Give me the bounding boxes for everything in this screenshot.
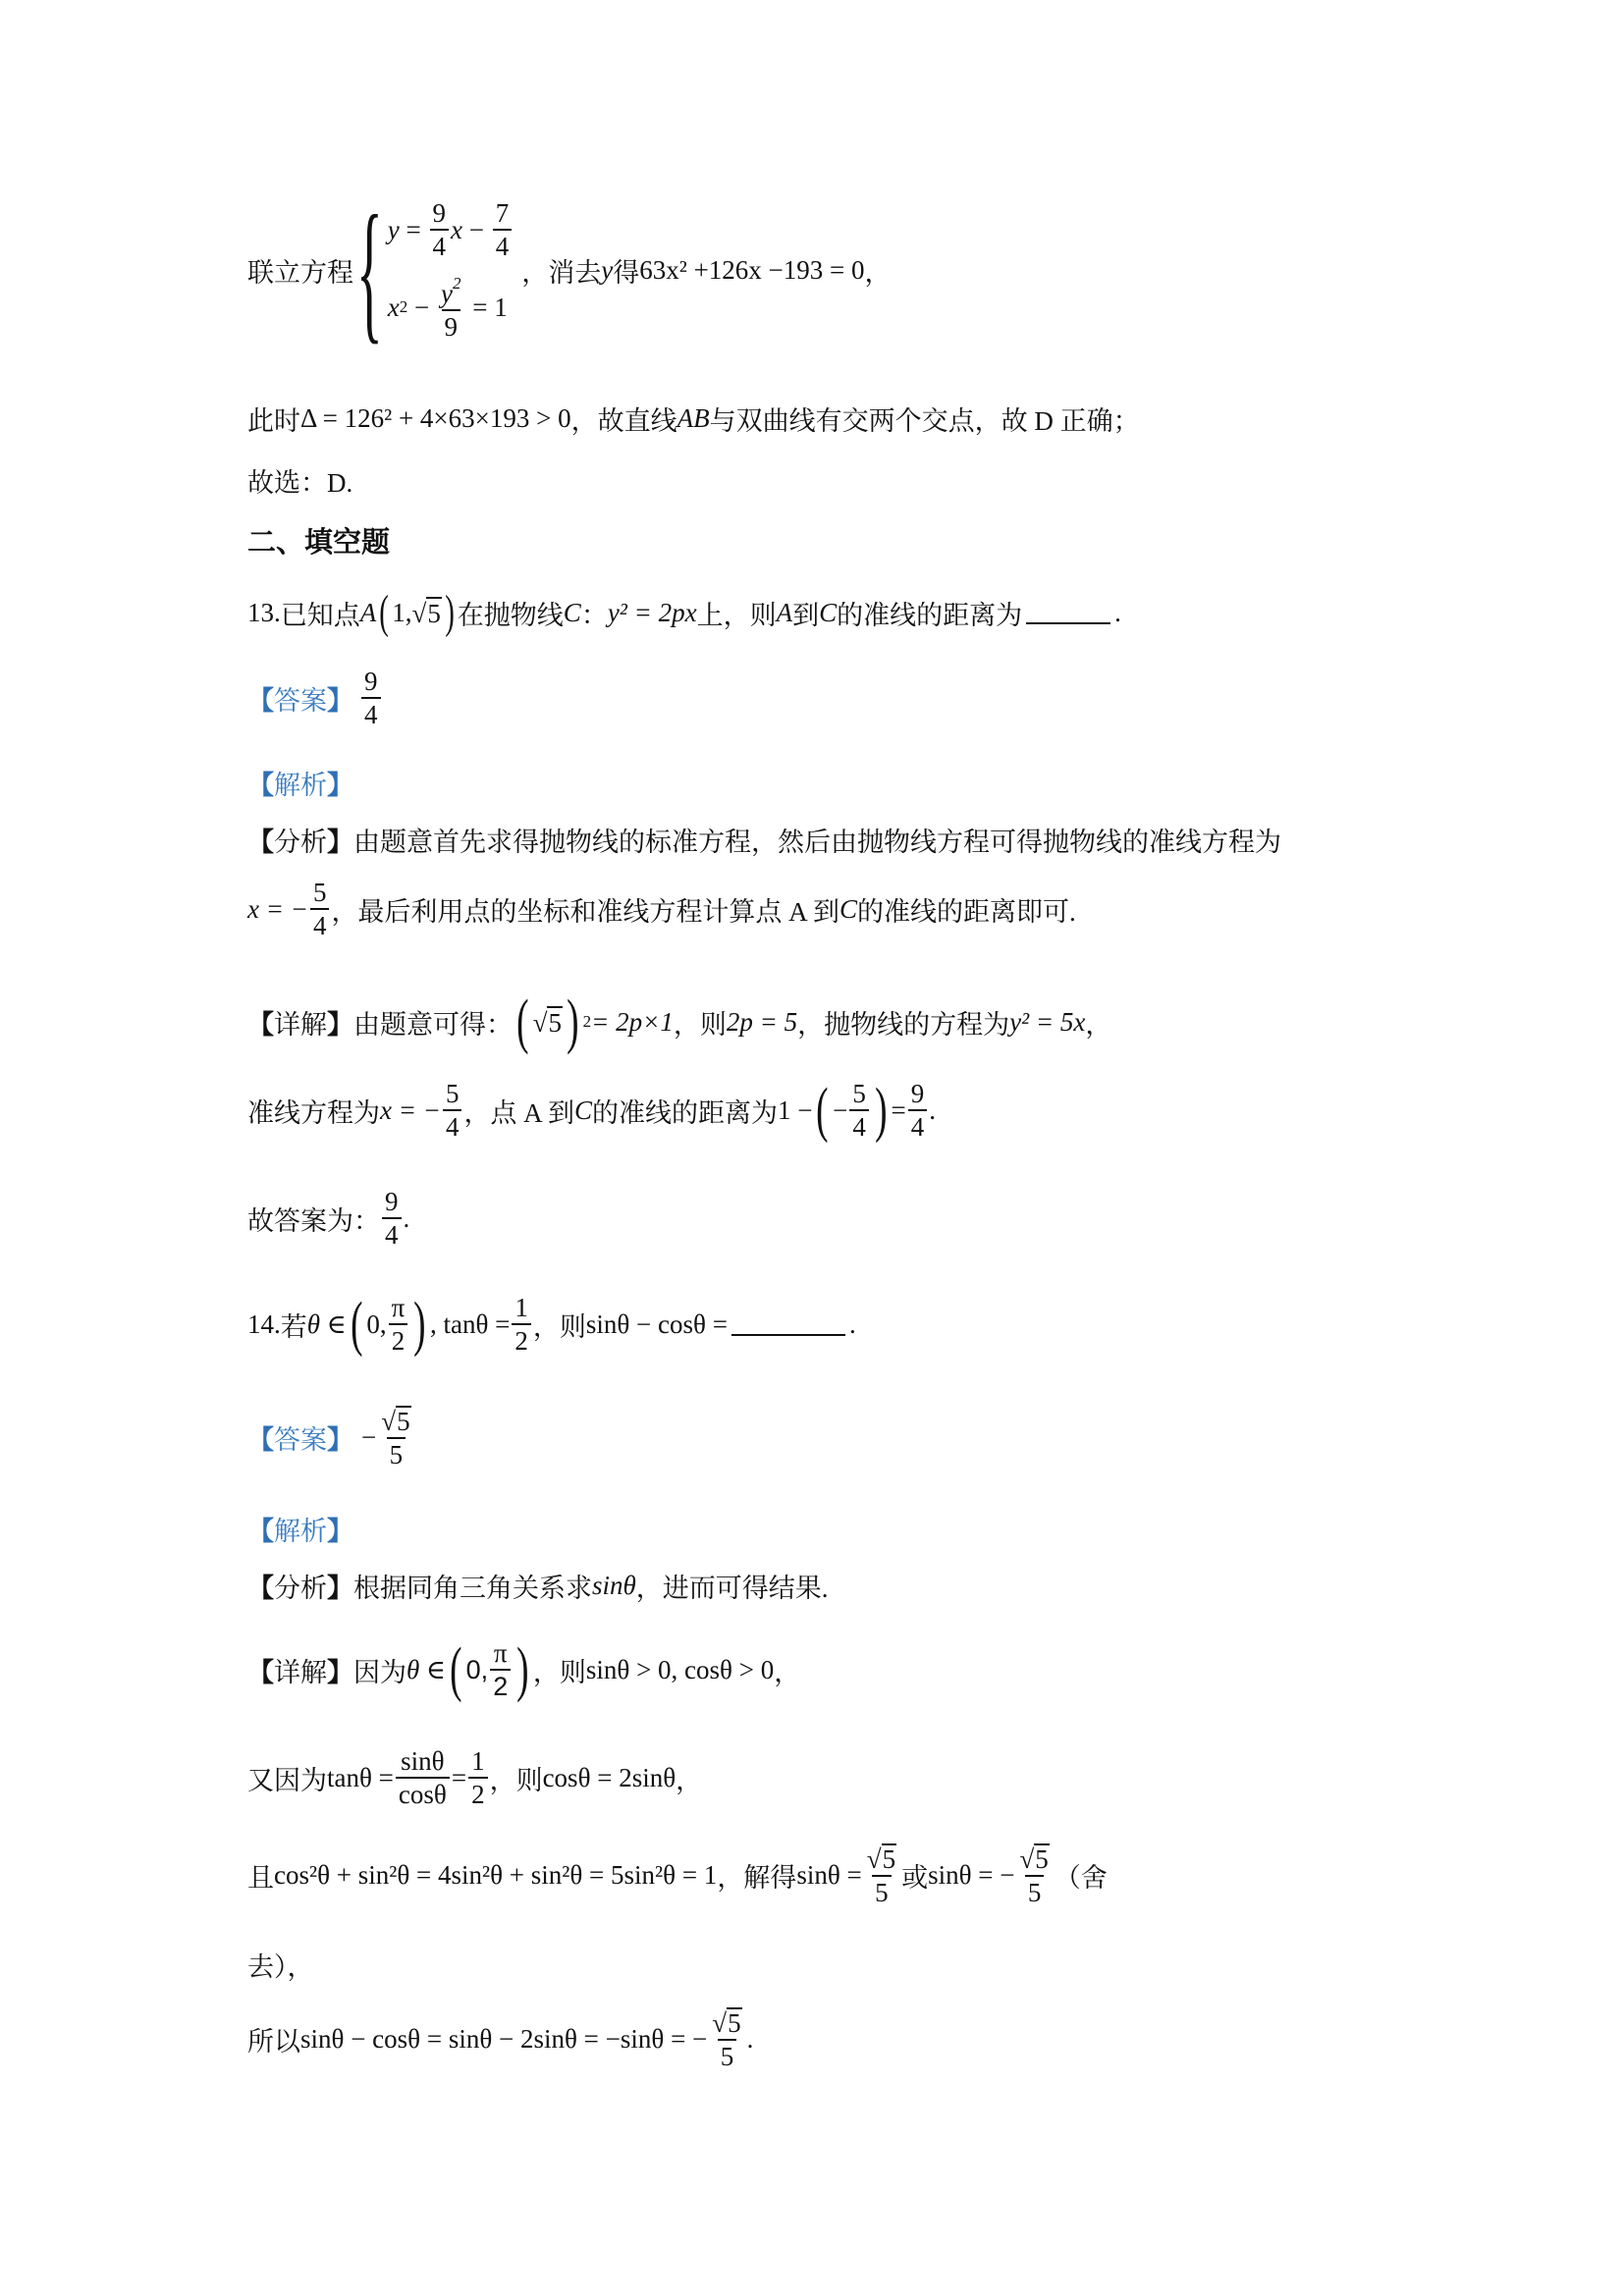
quadratic-equation: 63x² +126x −193 = 0 <box>639 254 865 285</box>
answer-blank <box>731 1312 845 1336</box>
answer-13 <box>247 667 383 729</box>
xiangjie-label: 【详解】 <box>247 1009 353 1040</box>
fenxi-14: 【分析】 根据同角三角关系求 sinθ ，进而可得结果. <box>247 1567 829 1605</box>
analysis-label: 【解析】 <box>247 1517 353 1546</box>
answer-fraction: √ 5 5 <box>381 1407 410 1470</box>
discriminant: Δ = 126² + 4×63×193 > 0 <box>300 403 571 433</box>
xiangjie-14-line5: 所以 sinθ − cosθ = sinθ − 2sinθ = −sinθ = − √ 5 5 . <box>247 2008 754 2072</box>
xiangjie-14-line2: 又因为 tanθ = $\frac{\sin\theta}{\cos\theta}$ = $\frac{1}{2}$ ，则 cosθ = 2sinθ ， <box>247 1746 703 1810</box>
analysis-label: 【解析】 <box>247 771 353 800</box>
answer-label: 【答案】 <box>247 1424 353 1455</box>
answer-label: 【答案】 <box>247 685 353 716</box>
fraction: $\frac{7}{4}$ <box>493 199 513 261</box>
conclude-13: 故答案为： $\frac{9}{4}$ . <box>247 1187 410 1251</box>
equation-1: y = $\frac{9}{4}$ x − $\frac{7}{4}$ <box>388 199 514 261</box>
fraction: $\frac{y^2}{9}$ <box>441 273 461 342</box>
fenxi-13: 【分析】 由题意首先求得抛物线的标准方程，然后由抛物线方程可得抛物线的准线方程为 <box>247 821 1281 859</box>
xiangjie-14-line4: 去）， <box>247 1952 314 1982</box>
xiangjie-14: 【详解】 因为 θ ∈ ( 0, $\frac{\pi}{2}$ ) ，则 sinθ > 0, cosθ > 0 ， <box>247 1636 801 1704</box>
fraction: $\frac{9}{4}$ <box>430 199 450 261</box>
answer-14: 【答案】 − √ 5 5 <box>247 1406 416 1469</box>
sqrt: √ 5 <box>411 598 441 628</box>
fenxi-13-cont: x = − $\frac{5}{4}$ ，最后利用点的坐标和准线方程计算点 A 到 C 的准线的距离即可. <box>247 878 1076 941</box>
xiangjie-label: 【详解】 <box>247 1657 353 1687</box>
question-number: 13. <box>247 597 281 627</box>
xiangjie-13-line2: 准线方程为 x = − $\frac{5}{4}$ ，点 A 到 C 的准线的距离为 1 − ( − $\frac{5}{4}$ ) = $\frac{9}{4}$ . <box>247 1077 936 1145</box>
left-brace: { <box>355 183 383 357</box>
fenxi-label: 【分析】 <box>247 828 353 857</box>
analysis-header-13 <box>247 764 353 802</box>
equation-system <box>388 199 514 341</box>
answer-blank <box>1026 601 1110 624</box>
question-14: 14. 若 θ ∈ ( 0, $\frac{\pi}{2}$ ) , tanθ = $\frac{1}{2}$ ，则 sinθ − cosθ = . <box>247 1291 856 1359</box>
fenxi-label: 【分析】 <box>247 1574 353 1603</box>
xiangjie-13: 【详解】 由题意可得： ( √ 5 ) 2 = 2p×1 ，则 2p = 5 ，抛物线的方程为 y² = 5x ， <box>247 988 1112 1055</box>
equation-2: x 2 − $\frac{y^2}{9}$ = 1 <box>387 273 508 342</box>
choice-line: 故选：D. <box>247 468 353 498</box>
system-intro: 联立方程 <box>247 257 353 288</box>
question-number: 14. <box>247 1308 281 1339</box>
section-heading: 二、填空题 <box>247 525 391 559</box>
answer-fraction: $\frac{9}{4}$ <box>361 667 381 729</box>
question-13: 13. 已知点 A ( 1, √ 5 ) 在抛物线 C ： y² = 2px 上，则 A 到 C 的准线的距离为 . <box>247 586 1121 638</box>
analysis-header-14 <box>247 1510 353 1548</box>
delta-line: 此时 Δ = 126² + 4×63×193 > 0 ，故直线 AB 与双曲线有交两个交点，故 D 正确； <box>247 403 1140 436</box>
xiangjie-14-line3: 且 cos²θ + sin²θ = 4sin²θ + sin²θ = 5sin²θ = 1 ，解得 sinθ = √ 5 5 或 sinθ = − √ 5 5 （舍 <box>247 1844 1108 1908</box>
system-equation-line: 联立方程 { y = $\frac{9}{4}$ x − $\frac{7}{4}$ x 2 − $\frac{y^2}{9}$ = 1 ，消去 y 得 63x² +126x −193 = 0 ， <box>247 183 892 357</box>
